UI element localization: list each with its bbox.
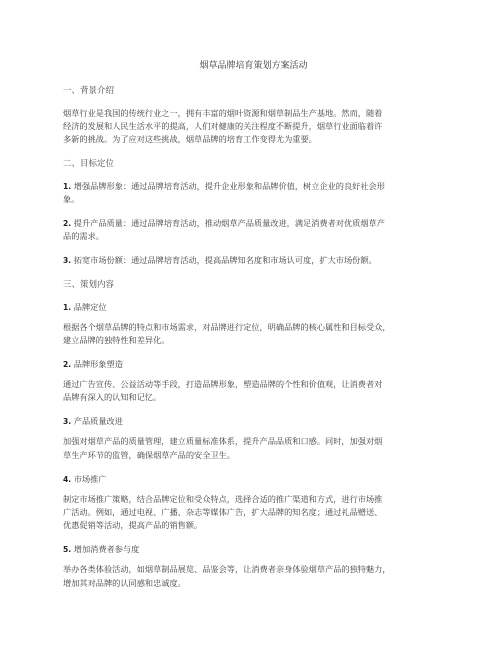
plan-paragraph-4: 制定市场推广策略，结合品牌定位和受众特点，选择合适的推广渠道和方式，进行市场推 广活动。例如，通过电视、广播、杂志等媒体广告，扩大品牌的知名度；通过礼品赠送、 优惠促销等活动，提高产品的销售额。 [63,493,383,531]
plan-subheading-2 [63,358,444,371]
plan-subheading-1-number: 1. [63,302,72,312]
section-heading-plan: 三、策划内容 [63,279,115,290]
goal-item-3-number: 3. [63,256,72,266]
plan-subheading-5-text: 增加消费者参与度 [71,544,140,555]
plan-paragraph-1: 根据各个烟草品牌的特点和市场需求，对品牌进行定位，明确品牌的核心属性和目标受众， 建立品牌的独特性和差异化。 [63,321,391,345]
goal-item-2 [63,217,444,243]
goal-item-2-text: 提升产品质量：通过品牌培育活动，推动烟草产品质量改进，满足消费者对优质烟草产 品的需求。 [63,218,385,242]
goal-item-1 [63,180,444,206]
goal-item-3 [63,254,444,267]
plan-subheading-2-text: 品牌形象塑造 [71,359,123,370]
goal-item-1-text: 增强品牌形象：通过品牌培育活动，提升企业形象和品牌价值，树立企业的良好社会形 象。 [63,180,385,204]
plan-subheading-3-number: 3. [63,417,72,427]
plan-subheading-4-number: 4. [63,474,72,484]
goal-item-3-text: 拓宽市场份额：通过品牌培育活动，提高品牌知名度和市场认可度，扩大市场份额。 [71,255,377,266]
plan-subheading-1-text: 品牌定位 [71,301,107,312]
plan-paragraph-2: 通过广告宣传、公益活动等手段，打造品牌形象，塑造品牌的个性和价值观，让消费者对 品牌有深入的认知和记忆。 [63,379,383,403]
plan-subheading-4-text: 市场推广 [71,473,107,484]
plan-subheading-5-number: 5. [63,545,72,555]
section-heading-background: 一、背景介绍 [63,86,115,96]
plan-subheading-2-number: 2. [63,360,72,370]
plan-subheading-1 [63,301,444,314]
goal-item-2-number: 2. [63,219,72,229]
plan-subheading-4 [63,473,444,486]
document-title: 烟草品牌培育策划方案活动 [199,61,308,71]
plan-subheading-3-text: 产品质量改进 [71,416,123,427]
plan-subheading-3 [63,415,444,428]
plan-paragraph-3: 加强对烟草产品的质量管理，建立质量标准体系，提升产品品质和口感。同时，加强对烟 草生产环节的监管，确保烟草产品的安全卫生。 [63,436,383,460]
plan-subheading-5 [63,543,444,556]
goal-item-1-number: 1. [63,181,72,191]
plan-paragraph-5: 举办各类体验活动，如烟草制品展览、品鉴会等，让消费者亲身体验烟草产品的独特魅力， 增加其对品牌的认同感和忠诚度。 [63,564,391,588]
section-heading-goals: 二、目标定位 [63,158,115,169]
paragraph-background: 烟草行业是我国的传统行业之一，拥有丰富的烟叶资源和烟草制品生产基地。然而，随着 经济的发展和人民生活水平的提高，人们对健康的关注程度不断提升，烟草行业面临着许 多新的挑战。为了应对这些挑战，烟草品牌的培育工作变得尤为重要。 [63,108,383,145]
